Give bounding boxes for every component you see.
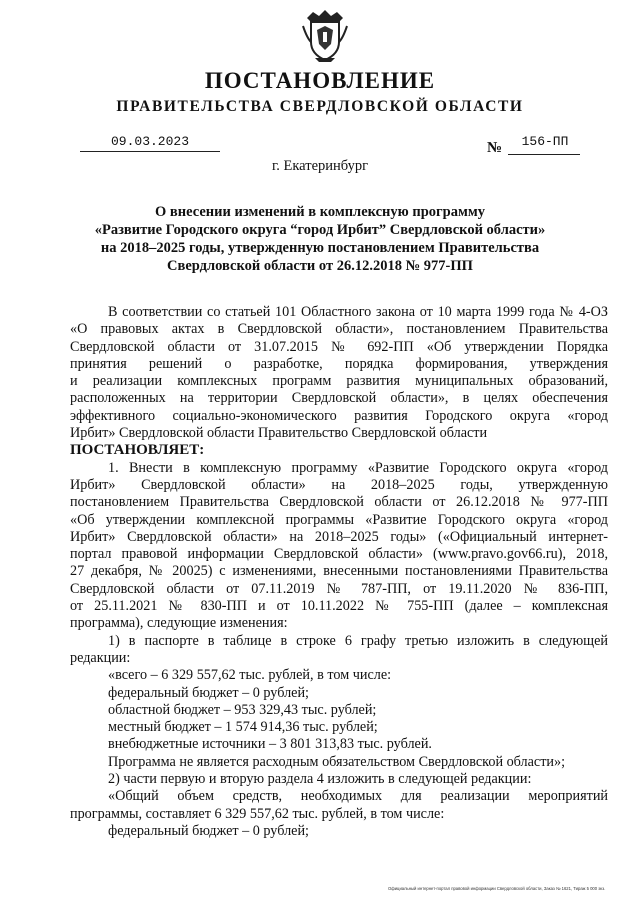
date-underline (80, 151, 220, 152)
body-line: 1. Внести в комплексную программу «Развитие Городского округа «город (108, 459, 608, 476)
body-line: Ирбит» Свердловской области» на 2018–2025 годы» («Официальный интернет- (70, 528, 608, 545)
document-type-title: ПОСТАНОВЛЕНИЕ (204, 68, 436, 93)
body-line: местный бюджет – 1 574 914,36 тыс. рублей; (108, 719, 378, 736)
body-line: «всего – 6 329 557,62 тыс. рублей, в том числе: (108, 667, 392, 684)
body-line: В соответствии со статьей 101 Областного закона от 10 марта 1999 года № 4-ОЗ (108, 304, 608, 320)
body-line: Программа не является расходным обязательством Свердловской области»; (108, 753, 566, 770)
document-heading (80, 203, 560, 275)
body-line: Ирбит» Свердловской области» на 2018–2025 годы, утвержденную (70, 476, 608, 493)
body-line: редакции: (70, 649, 131, 666)
body-line: постановлением Правительства Свердловской области от 26.12.2018 № 977-ПП (70, 494, 608, 511)
body-line: Свердловской области от 31.07.2015 № 692-ПП «Об утверждении Порядка (70, 338, 608, 355)
body-line: портал правовой информации Свердловской области» (www.pravo.gov66.ru), 2018, (70, 546, 608, 563)
body-line: Ирбит» Свердловской области Правительство Свердловской области (70, 425, 488, 442)
body-line: 2) части первую и вторую раздела 4 изложить в следующей редакции: (108, 771, 532, 788)
document-body (70, 304, 608, 840)
issuing-authority: ПРАВИТЕЛЬСТВА СВЕРДЛОВСКОЙ ОБЛАСТИ (116, 98, 524, 115)
decree-word: ПОСТАНОВЛЯЕТ: (70, 442, 205, 459)
body-line: Свердловской области от 07.11.2019 № 787-ПП, от 19.11.2020 № 836-ПП, (70, 580, 608, 597)
body-line: «О правовых актах в Свердловской области», постановлением Правительства (70, 321, 608, 338)
heading-line: «Развитие Городского округа “город Ирбит” Свердловской области» (94, 222, 546, 238)
heading-line: О внесении изменений в комплексную программу (155, 204, 485, 220)
body-line: эффективного социально-экономического развития Городского округа «город (70, 407, 608, 424)
body-line: «Общий объем средств, необходимых для реализации мероприятий (108, 788, 608, 805)
body-line: программа), следующие изменения: (70, 615, 288, 632)
coat-of-arms-icon (301, 8, 349, 64)
body-line: расположенных на территории Свердловской области», в целях обеспечения (70, 390, 608, 407)
body-line: принятия решений о разработке, порядка формирования, утверждения (70, 355, 608, 372)
body-line: 27 декабря, № 20025) с изменениями, внесенными постановлениями Правительства (70, 563, 608, 580)
body-line: и реализации комплексных программ развития муниципальных образований, (70, 373, 608, 390)
heading-line: на 2018–2025 годы, утвержденную постановлением Правительства (100, 240, 540, 256)
footer-imprint: Официальный интернет-портал правовой информации Свердловской области, Заказ № 1621, Тираж 5 000 экз. (388, 886, 606, 891)
number-sign: № (487, 140, 503, 156)
document-number: 156-ПП (521, 134, 569, 149)
number-underline (508, 154, 580, 155)
city-name: г. Екатеринбург (271, 158, 369, 174)
body-line: от 25.11.2021 № 830-ПП и от 10.11.2022 № 755-ПП (далее – комплексная (70, 598, 608, 615)
body-line: областной бюджет – 953 329,43 тыс. рублей; (108, 701, 377, 718)
body-line: 1) в паспорте в таблице в строке 6 графу третью изложить в следующей (108, 632, 608, 649)
body-line: «Об утверждении комплексной программы «Развитие Городского округа «город (70, 511, 608, 528)
document-date: 09.03.2023 (110, 134, 189, 149)
body-line: федеральный бюджет – 0 рублей; (108, 822, 309, 839)
body-line: федеральный бюджет – 0 рублей; (108, 684, 309, 701)
body-line: внебюджетные источники – 3 801 313,83 тыс. рублей. (108, 736, 432, 753)
body-line: программы, составляет 6 329 557,62 тыс. рублей, в том числе: (70, 805, 445, 822)
heading-line: Свердловской области от 26.12.2018 № 977-ПП (167, 258, 473, 274)
